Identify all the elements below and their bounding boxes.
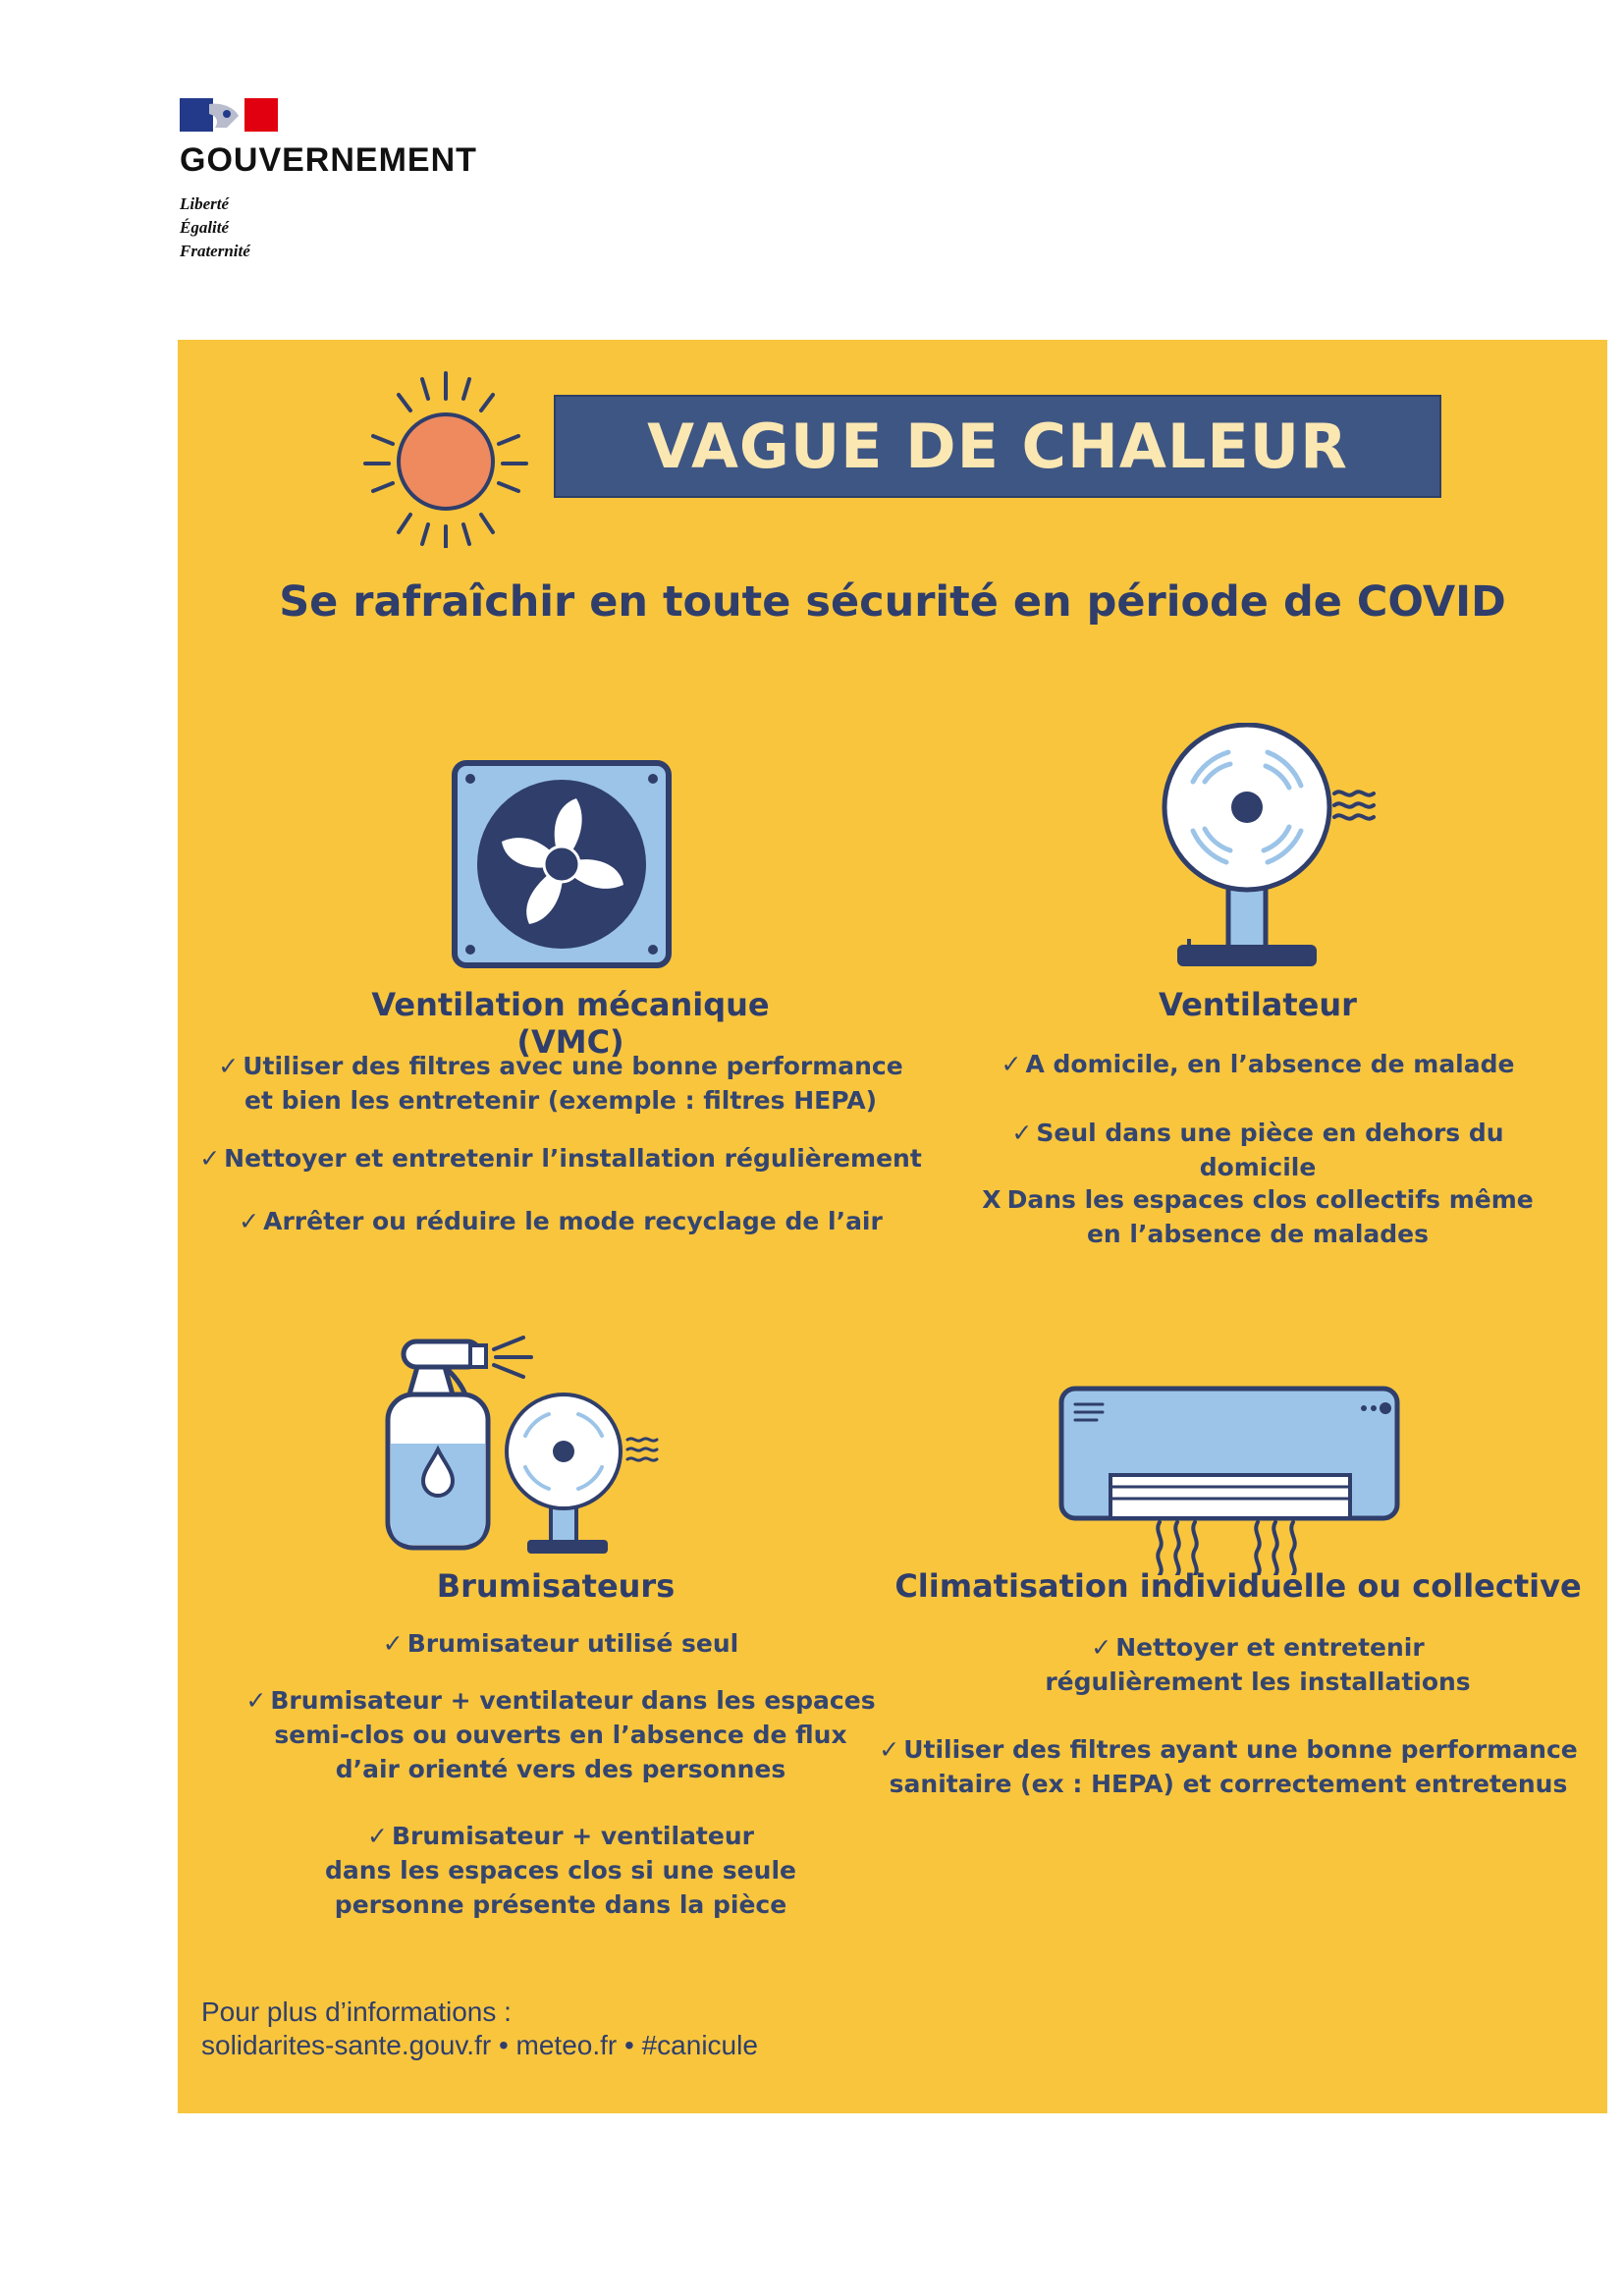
- vmc-item-1: ✓ Utiliser des filtres avec une bonne performance et bien les entretenir (exemple : filtres HEPA): [218, 1052, 903, 1115]
- check-icon: ✓: [367, 1822, 388, 1850]
- ventilateur-item-2: ✓ Seul dans une pièce en dehors du domicile: [1011, 1119, 1504, 1181]
- spray-bottle-and-fan-icon: [384, 1326, 688, 1561]
- check-icon: ✓: [218, 1052, 240, 1080]
- check-icon: ✓: [1091, 1633, 1112, 1662]
- footer-info: [201, 1995, 758, 2062]
- check-icon: ✓: [239, 1207, 260, 1235]
- check-icon: ✓: [1011, 1119, 1033, 1147]
- vmc-title: Ventilation mécanique (VMC): [371, 986, 770, 1061]
- poster: [178, 340, 1607, 2113]
- desk-fan-icon: [1146, 723, 1391, 970]
- marianne-logo-icon: [180, 98, 278, 132]
- motto-liberte: Liberté: [180, 194, 230, 213]
- check-icon: ✓: [382, 1629, 404, 1658]
- brumisateurs-item-3: ✓ Brumisateur + ventilateur dans les espaces clos si une seule personne présente dans la pièce: [325, 1822, 796, 1919]
- motto-fraternite: Fraternité: [180, 242, 250, 260]
- climatisation-item-1: ✓ Nettoyer et entretenir régulièrement les installations: [1045, 1633, 1471, 1696]
- vmc-item-2: ✓ Nettoyer et entretenir l’installation régulièrement: [199, 1144, 922, 1173]
- footer-heading: Pour plus d’informations :: [201, 1996, 512, 2027]
- ventilateur-item-3: X Dans les espaces clos collectifs même en l’absence de malades: [982, 1185, 1534, 1248]
- x-mark-icon: X: [982, 1185, 1001, 1214]
- government-header: [180, 94, 533, 271]
- brumisateurs-item-2: ✓ Brumisateur + ventilateur dans les espaces semi-clos ou ouverts en l’absence de flux d’air orienté vers des personnes: [245, 1686, 876, 1783]
- brumisateurs-title: Brumisateurs: [436, 1567, 676, 1605]
- check-icon: ✓: [1001, 1050, 1022, 1078]
- brumisateurs-item-1: ✓ Brumisateur utilisé seul: [382, 1629, 739, 1658]
- climatisation-title: Climatisation individuelle ou collective: [894, 1567, 1582, 1605]
- banner-title: VAGUE DE CHALEUR: [647, 410, 1348, 482]
- government-title: GOUVERNEMENT: [180, 141, 477, 179]
- ventilateur-title: Ventilateur: [1159, 986, 1357, 1023]
- footer-links: solidarites-sante.gouv.fr • meteo.fr • #canicule: [201, 2030, 758, 2060]
- poster-subtitle: Se rafraîchir en toute sécurité en période de COVID: [279, 577, 1506, 627]
- check-icon: ✓: [245, 1686, 267, 1715]
- check-icon: ✓: [199, 1144, 221, 1173]
- exhaust-fan-icon: [451, 759, 673, 969]
- sun-icon: [330, 352, 556, 548]
- motto: [180, 192, 250, 263]
- air-conditioner-icon: [1057, 1385, 1401, 1575]
- climatisation-item-2: ✓ Utiliser des filtres ayant une bonne performance sanitaire (ex : HEPA) et correctement entretenus: [879, 1735, 1578, 1798]
- vmc-item-3: ✓ Arrêter ou réduire le mode recyclage de l’air: [239, 1207, 883, 1235]
- check-icon: ✓: [879, 1735, 900, 1764]
- motto-egalite: Égalité: [180, 218, 230, 237]
- ventilateur-item-1: ✓ A domicile, en l’absence de malade: [1001, 1050, 1515, 1078]
- title-banner: [554, 395, 1441, 498]
